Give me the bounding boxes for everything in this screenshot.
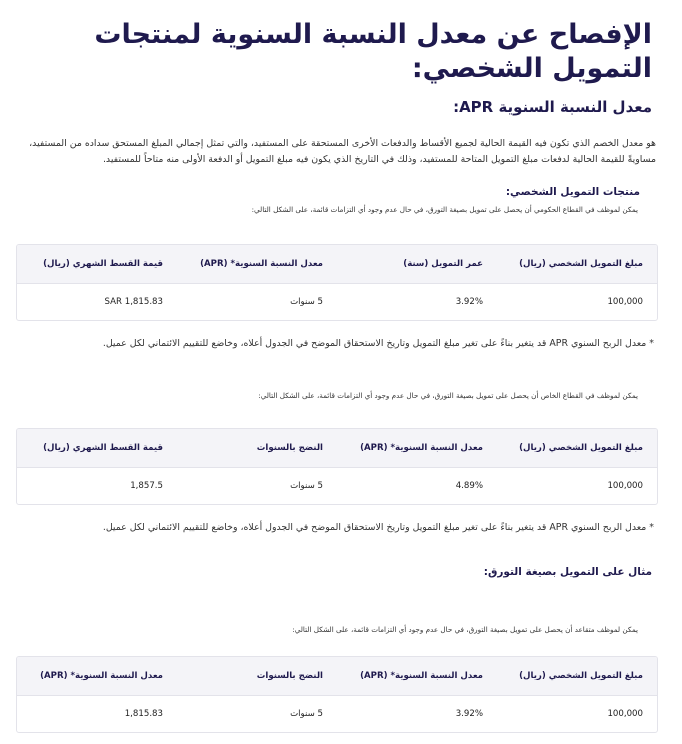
section3-note: يمكن لموظف متقاعد أن يحصل على تمويل بصيغة التورق، في حال عدم وجود أي التزامات قائمة، على الشكل التالي: xyxy=(292,625,638,634)
section2-note: يمكن لموظف في القطاع الخاص أن يحصل على تمويل بصيغة التورق، في حال عدم وجود أي التزامات قائمة، على الشكل التالي: xyxy=(258,391,638,400)
page-title: الإفصاح عن معدل النسبة السنوية لمنتجات التمويل الشخصي: xyxy=(94,19,652,84)
apr-heading: معدل النسبة السنوية APR: xyxy=(453,98,652,116)
table-cell: 100,000 xyxy=(607,297,643,307)
table-header-cell: مبلغ التمويل الشخصي (ريال) xyxy=(519,259,643,269)
table-header-cell: معدل النسبة السنوية* (APR) xyxy=(360,671,483,681)
section3-heading: مثال على التمويل بصيغة التورق: xyxy=(483,566,652,578)
table-header-cell: قيمة القسط الشهري (ريال) xyxy=(43,259,163,269)
table-header-row xyxy=(17,429,657,468)
table-row xyxy=(17,468,657,504)
table-cell: 5 سنوات xyxy=(290,481,323,491)
table-header-cell: قيمة القسط الشهري (ريال) xyxy=(43,443,163,453)
table-cell: 5 سنوات xyxy=(290,709,323,719)
table-header-cell: عمر التمويل (سنة) xyxy=(403,259,483,269)
table-cell: 5 سنوات xyxy=(290,297,323,307)
table-row xyxy=(17,696,657,732)
table-header-cell: مبلغ التمويل الشخصي (ريال) xyxy=(519,443,643,453)
table-cell: 3.92% xyxy=(455,297,483,307)
section1-note: يمكن لموظف في القطاع الحكومي أن يحصل على تمويل بصيغة التورق، في حال عدم وجود أي التزامات قائمة، على الشكل التالي: xyxy=(251,205,638,214)
table-header-cell: النضج بالسنوات xyxy=(256,671,323,681)
apr-definition: هو معدل الخصم الذي تكون فيه القيمة الحالية لجميع الأقساط والدفعات الأخرى المستحقة على المستفيد، والتي تمثل إجمالي المبلغ المستحق سداده من المستفيد، مساويةً للقيمة الحالية لدفعات مبلغ التمويل المتاحة للمستفيد، وذلك في التاريخ الذي يكون فيه مبلغ التمويل أو الدفعة الأولى منه متاحاً للمستفيد. xyxy=(29,138,656,165)
table-header-cell: معدل النسبة السنوية* (APR) xyxy=(200,259,323,269)
section2-footnote: * معدل الربح السنوي APR قد يتغير بناءً على تغير مبلغ التمويل وتاريخ الاستحقاق الموضح في الجدول أعلاه، وخاضع للتقييم الائتماني لكل عميل. xyxy=(102,522,654,533)
table-header-cell: معدل النسبة السنوية* (APR) xyxy=(360,443,483,453)
table-cell: 1,815.83 xyxy=(124,709,163,719)
table-cell: SAR 1,815.83 xyxy=(104,297,163,307)
table-government xyxy=(16,244,658,321)
table-header-row xyxy=(17,245,657,284)
table-cell: 100,000 xyxy=(607,481,643,491)
table-row xyxy=(17,284,657,320)
table-retired xyxy=(16,656,658,733)
table-header-cell: معدل النسبة السنوية* (APR) xyxy=(40,671,163,681)
table-cell: 100,000 xyxy=(607,709,643,719)
table-cell: 1,857.5 xyxy=(130,481,163,491)
table-private xyxy=(16,428,658,505)
table-cell: 3.92% xyxy=(455,709,483,719)
table-header-cell: مبلغ التمويل الشخصي (ريال) xyxy=(519,671,643,681)
section1-footnote: * معدل الربح السنوي APR قد يتغير بناءً على تغير مبلغ التمويل وتاريخ الاستحقاق الموضح في الجدول أعلاه، وخاضع للتقييم الائتماني لكل عميل. xyxy=(102,338,654,349)
table-header-row xyxy=(17,657,657,696)
section1-heading: منتجات التمويل الشخصي: xyxy=(505,186,640,198)
table-header-cell: النضج بالسنوات xyxy=(256,443,323,453)
table-cell: 4.89% xyxy=(455,481,483,491)
